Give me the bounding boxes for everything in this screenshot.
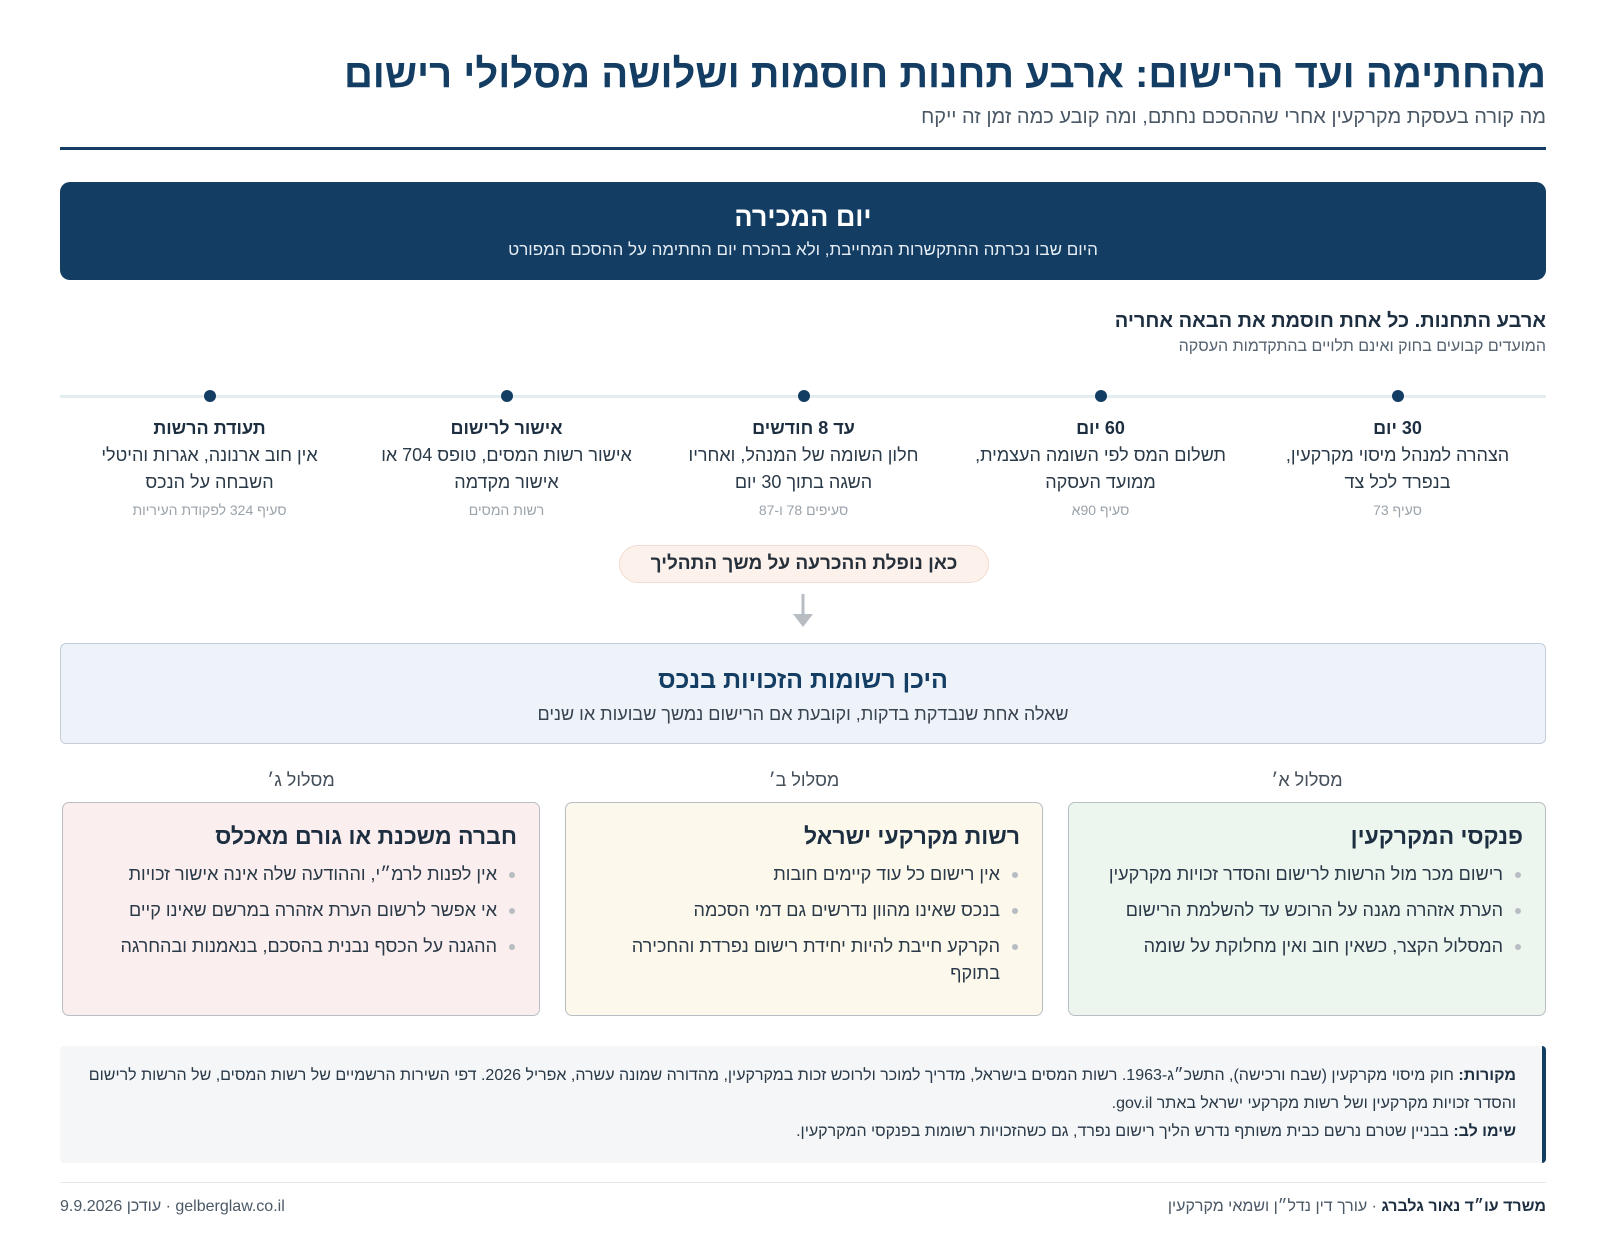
track-a-label: מסלול א׳ (1271, 770, 1343, 790)
banner-title: יום המכירה (734, 202, 872, 232)
track-c-card (62, 802, 540, 1016)
rights-question-box (60, 643, 1546, 744)
station-reference: סעיף 73 (1373, 502, 1422, 518)
stations-title: ארבע התחנות. כל אחת חוסמת את הבאה אחריה (1114, 310, 1546, 332)
station-dot (501, 390, 513, 402)
station-reference: סעיפים 78 ו-87 (758, 502, 849, 518)
track-bullets (85, 861, 517, 960)
station-dot (798, 390, 810, 402)
note-text: בבניין שטרם נרשם כבית משותף נדרש הליך רישום נפרד, גם כשהזכויות רשומות בפנקסי המקרקעין. (796, 1123, 1449, 1140)
down-arrow-icon (790, 594, 816, 628)
track-title: רשות מקרקעי ישראל (803, 823, 1020, 849)
station-reference: סעיף 90א (1071, 502, 1130, 518)
station-description: חלון השומה של המנהל, ואחריו השגה בתוך 30 יום (688, 445, 919, 492)
station-dot (204, 390, 216, 402)
station-label: 30 יום (1373, 418, 1422, 438)
question-subtitle: שאלה אחת שנבדקת בדקות, וקובעת אם הרישום נמשך שבועות או שנים (537, 704, 1069, 724)
sources-label: מקורות: (1458, 1067, 1516, 1084)
question-title: היכן רשומות הזכויות בנכס (658, 666, 948, 694)
firm-role: · עורך דין נדל״ן ושמאי מקרקעין (1167, 1198, 1382, 1215)
station-dot (1392, 390, 1404, 402)
track-bullet: המסלול הקצר, כשאין חוב ואין מחלוקת על שומה (1091, 933, 1523, 960)
track-bullets (588, 861, 1020, 987)
footer-site-date: gelberglaw.co.il · עודכן 9.9.2026 (60, 1198, 285, 1215)
station-label: אישור לרישום (450, 418, 563, 438)
note-paragraph (84, 1118, 1516, 1146)
track-b-label: מסלול ב׳ (768, 770, 840, 790)
page-title: מהחתימה ועד הרישום: ארבע תחנות חוסמות ושלושה מסלולי רישום (343, 52, 1546, 96)
track-title: חברה משכנת או גורם מאכלס (215, 823, 517, 849)
station-description: תשלום המס לפי השומה העצמית, ממועד העסקה (975, 445, 1226, 492)
station-description: אין חוב ארנונה, אגרות והיטלי השבחה על הנכס (101, 445, 318, 492)
station-label: 60 יום (1076, 418, 1125, 438)
track-b-card (565, 802, 1043, 1016)
sources-text: חוק מיסוי מקרקעין (שבח ורכישה), התשכ״ג-1963. רשות המסים בישראל, מדריך למוכר ולרוכש זכות במקרקעין, מהדורה שמונה עשרה, אפריל 2026. דפי השירות הרשמיים של רשות המסים, של הרשות לרישום והסדר זכויות מקרקעין ושל רשות מקרקעי ישראל באתר gov.il. (88, 1067, 1516, 1112)
station-dot (1095, 390, 1107, 402)
track-bullets (1091, 861, 1523, 960)
footer-firm (1168, 1196, 1546, 1218)
track-title: פנקסי המקרקעין (1350, 823, 1523, 849)
track-bullet: אין רישום כל עוד קיימים חובות (588, 861, 1020, 888)
track-bullet: אין לפנות לרמ״י, וההודעה שלה אינה אישור זכויות (85, 861, 517, 888)
track-bullet: ההגנה על הכסף נבנית בהסכם, בנאמנות ובהחרגה (85, 933, 517, 960)
page-subtitle: מה קורה בעסקת מקרקעין אחרי שההסכם נחתם, ומה קובע כמה זמן זה ייקח (921, 106, 1546, 128)
footer-divider (60, 1182, 1546, 1183)
stations-subtitle: המועדים קבועים בחוק ואינם תלויים בהתקדמות העסקה (1178, 338, 1546, 355)
track-bullet: הערת אזהרה מגנה על הרוכש עד להשלמת הרישום (1091, 897, 1523, 924)
page (60, 0, 1546, 1253)
track-bullet: רישום מכר מול הרשות לרישום והסדר זכויות מקרקעין (1091, 861, 1523, 888)
station-description: אישור רשות המסים, טופס 704 או אישור מקדמה (381, 445, 632, 492)
station-label: תעודת הרשות (153, 418, 266, 438)
station-reference: רשות המסים (468, 502, 545, 518)
station-reference: סעיף 324 לפקודת העיריות (132, 502, 287, 518)
note-label: שימו לב: (1453, 1123, 1516, 1140)
banner-subtitle: היום שבו נכרתה ההתקשרות המחייבת, ולא בהכרח יום החתימה על ההסכם המפורט (508, 240, 1098, 259)
decision-pill: כאן נופלת ההכרעה על משך התהליך (619, 545, 989, 583)
track-a-card (1068, 802, 1546, 1016)
track-bullet: בנכס שאינו מהוון נדרשים גם דמי הסכמה (588, 897, 1020, 924)
stations-timeline (60, 390, 1546, 530)
station-label: עד 8 חודשים (752, 418, 855, 438)
sale-day-banner (60, 182, 1546, 280)
sources-paragraph (84, 1062, 1516, 1118)
station-description: הצהרה למנהל מיסוי מקרקעין, בנפרד לכל צד (1285, 445, 1510, 492)
track-bullet: אי אפשר לרשום הערת אזהרה במרשם שאינו קיים (85, 897, 517, 924)
header-divider (60, 147, 1546, 150)
firm-name: משרד עו״ד נאור גלברג (1381, 1198, 1546, 1215)
track-bullet: הקרקע חייבת להיות יחידת רישום נפרדת והחכירה בתוקף (588, 933, 1020, 987)
track-c-label: מסלול ג׳ (267, 770, 335, 790)
sources-box (60, 1046, 1546, 1163)
